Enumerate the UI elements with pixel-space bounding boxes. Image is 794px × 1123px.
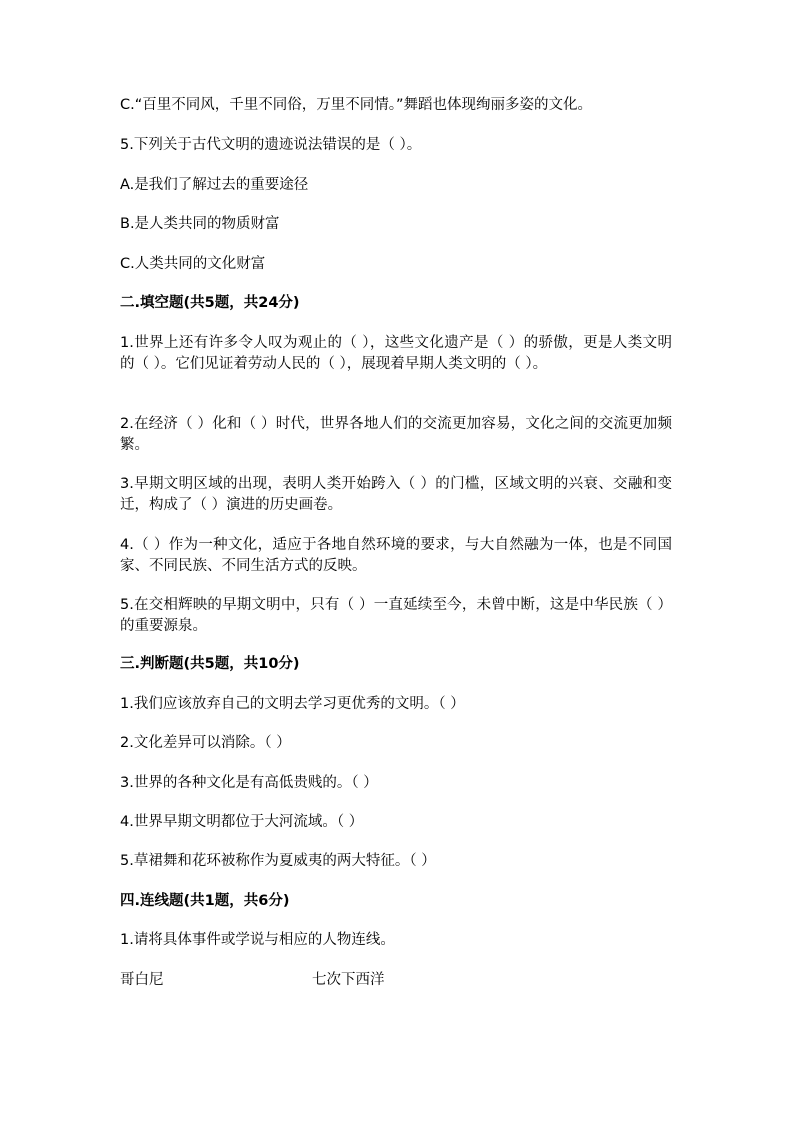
fill-blank-item-1: 1.世界上还有许多令人叹为观止的（ ），这些文化遗产是（ ）的骄傲，更是人类文明的（ ）。它们见证着劳动人民的（ ），展现着早期人类文明的（ ）。 <box>120 335 672 372</box>
true-false-item-2: 2.文化差异可以消除。（ ） <box>120 735 291 751</box>
fill-blank-item-3: 3.早期文明区域的出现，表明人类开始跨入（ ）的门槛，区域文明的兴衰、交融和变迁，构成了（ ）演进的历史画卷。 <box>120 476 672 513</box>
fill-blank-item-4: 4.（ ）作为一种文化，适应于各地自然环境的要求，与大自然融为一体，也是不同国家、不同民族、不同生活方式的反映。 <box>120 537 672 574</box>
q5-option-b: B.是人类共同的物质财富 <box>120 216 280 232</box>
section-heading-true-false: 三.判断题(共5题，共10分) <box>120 656 300 672</box>
section-heading-matching: 四.连线题(共1题，共6分) <box>120 893 290 909</box>
true-false-item-5: 5.草裙舞和花环被称作为夏威夷的两大特征。（ ） <box>120 853 436 869</box>
section-heading-fill-blank: 二.填空题(共5题，共24分) <box>120 295 300 311</box>
true-false-item-1: 1.我们应该放弃自己的文明去学习更优秀的文明。（ ） <box>120 696 465 712</box>
matching-left-item: 哥白尼 <box>120 972 164 988</box>
q5-stem: 5.下列关于古代文明的遗迹说法错误的是（ ）。 <box>120 137 422 153</box>
fill-blank-item-2: 2.在经济（ ）化和（ ）时代，世界各地人们的交流更加容易，文化之间的交流更加频繁。 <box>120 416 672 453</box>
q5-option-a: A.是我们了解过去的重要途径 <box>120 177 309 193</box>
matching-question-stem: 1.请将具体事件或学说与相应的人物连线。 <box>120 932 395 948</box>
true-false-item-4: 4.世界早期文明都位于大河流域。（ ） <box>120 814 364 830</box>
true-false-item-3: 3.世界的各种文化是有高低贵贱的。（ ） <box>120 775 378 791</box>
fill-blank-item-5: 5.在交相辉映的早期文明中，只有（ ）一直延续至今，未曾中断，这是中华民族（ ）的重要源泉。 <box>120 597 672 634</box>
matching-right-item: 七次下西洋 <box>312 972 385 988</box>
prev-question-option-c: C.“百里不同风，千里不同俗，万里不同情。”舞蹈也体现绚丽多姿的文化。 <box>120 97 593 113</box>
q5-option-c: C.人类共同的文化财富 <box>120 256 266 272</box>
